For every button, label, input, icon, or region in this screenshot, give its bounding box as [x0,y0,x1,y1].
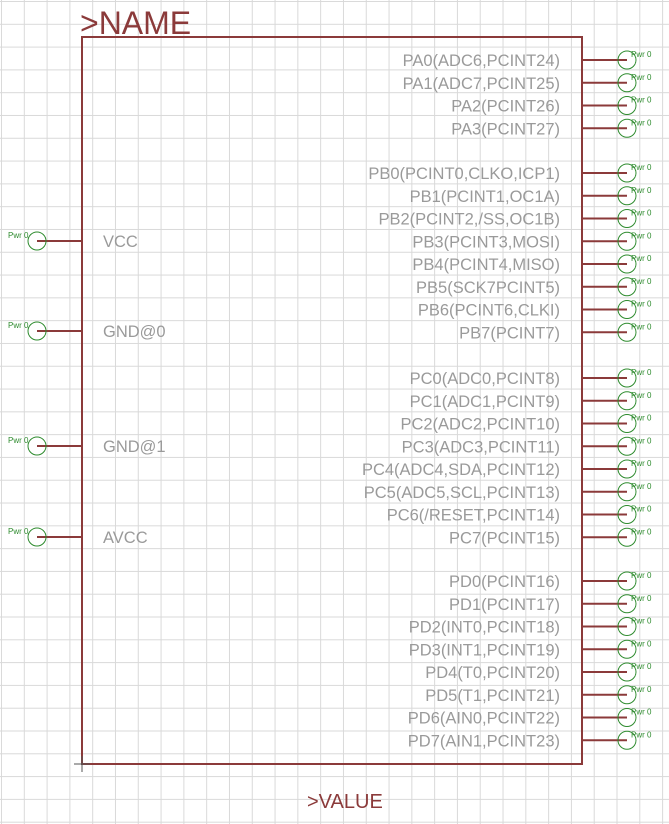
pin-label-pc0: PC0(ADC0,PCINT8) [409,370,560,388]
pin-label-pc6: PC6(/RESET,PCINT14) [386,506,560,525]
power-label: Pwr 0 [631,662,652,671]
power-label: Pwr 0 [8,527,29,536]
pin-label-pb1: PB1(PCINT1,OC1A) [409,187,560,206]
power-label: Pwr 0 [631,118,652,128]
power-label: Pwr 0 [631,231,652,241]
power-label: Pwr 0 [631,684,652,694]
pin-label-pd6: PD6(AIN0,PCINT22) [407,709,560,728]
pin-label-pc1: PC1(ADC1,PCINT9) [409,392,560,411]
power-label: Pwr 0 [631,616,652,626]
power-label: Pwr 0 [631,481,652,491]
power-label: Pwr 0 [8,231,29,240]
power-label: Pwr 0 [8,321,29,330]
pin-label-pc7: PC7(PCINT15) [449,529,560,548]
pin-label-vcc: VCC [103,233,138,251]
value-placeholder[interactable]: >VALUE [307,791,383,813]
pin-label-pd2: PD2(INT0,PCINT18) [408,618,560,637]
power-label: Pwr 0 [8,436,29,445]
power-label: Pwr 0 [631,390,652,400]
power-label: Pwr 0 [631,571,652,580]
pin-label-pd4: PD4(T0,PCINT20) [425,664,560,682]
power-label: Pwr 0 [631,185,652,195]
power-label: Pwr 0 [631,163,652,172]
power-label: Pwr 0 [631,95,652,105]
pin-label-pc5: PC5(ADC5,SCL,PCINT13) [363,483,560,502]
power-label: Pwr 0 [631,322,652,332]
power-label: Pwr 0 [631,436,652,446]
pin-label-pb6: PB6(PCINT6,CLKI) [417,301,560,320]
pin-label-pc3: PC3(ADC3,PCINT11) [401,438,560,457]
pin-label-gnd-0: GND@0 [103,323,166,341]
power-label: Pwr 0 [631,368,652,377]
power-label: Pwr 0 [631,459,652,468]
pin-label-pa3: PA3(PCINT27) [451,120,560,139]
pin-label-pb2: PB2(PCINT2,/SS,OC1B) [378,210,560,229]
power-label: Pwr 0 [631,593,652,603]
power-label: Pwr 0 [631,707,652,717]
name-placeholder[interactable]: >NAME [80,5,192,41]
left-pin-group [8,231,166,547]
power-label: Pwr 0 [631,276,652,286]
pin-label-pb7: PB7(PCINT7) [459,324,560,343]
pin-label-gnd-1: GND@1 [103,438,166,456]
power-label: Pwr 0 [631,730,652,740]
power-label: Pwr 0 [631,504,652,514]
power-label: Pwr 0 [631,413,652,423]
pin-label-pa2: PA2(PCINT26) [451,97,560,116]
power-label: Pwr 0 [631,50,652,59]
power-label: Pwr 0 [631,527,652,537]
pin-label-pd3: PD3(INT1,PCINT19) [408,641,560,660]
pin-label-pb4: PB4(PCINT4,MISO) [412,256,560,274]
pin-label-pd5: PD5(T1,PCINT21) [425,686,560,705]
pin-label-pa0: PA0(ADC6,PCINT24) [402,52,560,70]
pin-label-pd7: PD7(AIN1,PCINT23) [407,732,560,751]
pin-label-pb5: PB5(SCK7PCINT5) [416,278,560,297]
power-label: Pwr 0 [631,254,652,263]
power-label: Pwr 0 [631,299,652,309]
power-label: Pwr 0 [631,72,652,82]
pin-label-pb3: PB3(PCINT3,MOSI) [412,233,560,252]
pin-label-pb0: PB0(PCINT0,CLKO,ICP1) [368,165,560,183]
power-label: Pwr 0 [631,639,652,649]
right-pin-group [362,50,652,750]
pin-label-pa1: PA1(ADC7,PCINT25) [402,74,560,93]
pin-label-avcc: AVCC [103,529,148,547]
pin-label-pc2: PC2(ADC2,PCINT10) [400,415,560,434]
pin-label-pd1: PD1(PCINT17) [449,595,560,614]
pin-label-pd0: PD0(PCINT16) [449,573,560,591]
pin-label-pc4: PC4(ADC4,SDA,PCINT12) [361,461,560,479]
power-label: Pwr 0 [631,208,652,218]
